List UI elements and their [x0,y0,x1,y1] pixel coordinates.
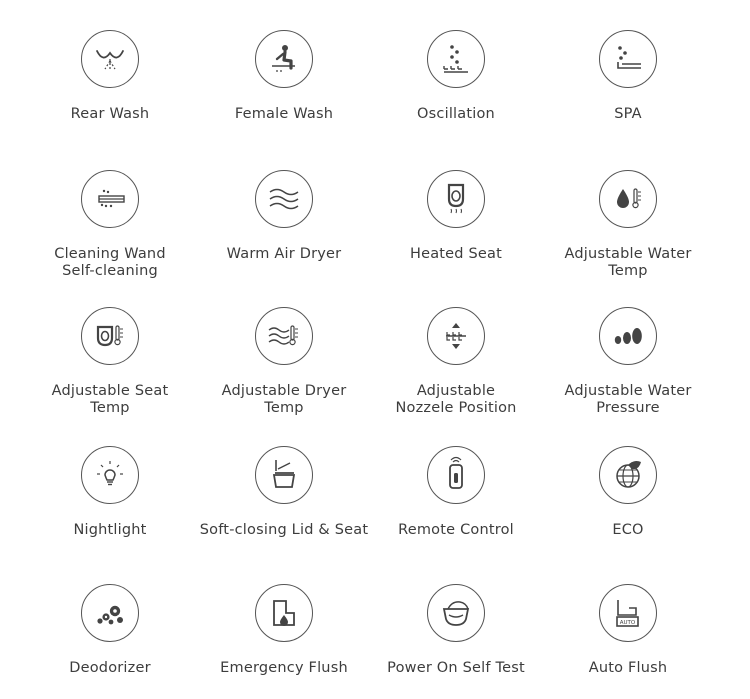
feature-seat-temp [20,307,200,417]
feature-label: Adjustable Dryer Temp [221,383,347,416]
feature-label: Nightlight [73,522,147,538]
feature-label: Soft-closing Lid & Seat [199,522,369,538]
oscillation-icon [427,30,485,88]
feature-eco [538,446,718,539]
nightlight-icon [81,446,139,504]
water-temp-icon [599,170,657,228]
feature-female-wash [194,30,374,123]
female-wash-icon [255,30,313,88]
feature-label: Emergency Flush [220,660,348,676]
auto-badge-text: AUTO [619,620,636,626]
remote-control-icon [427,446,485,504]
feature-label: Auto Flush [588,660,668,676]
nozzle-position-icon [427,307,485,365]
feature-deodorizer [20,584,200,677]
auto-flush-icon [599,584,657,642]
feature-label: Heated Seat [409,246,503,262]
feature-label: Adjustable Water Temp [564,246,692,279]
soft-closing-lid-icon [255,446,313,504]
feature-label: ECO [612,522,644,538]
feature-label: Remote Control [398,522,514,538]
warm-air-dryer-icon [255,170,313,228]
feature-label: Adjustable Water Pressure [564,383,692,416]
feature-water-pressure [538,307,718,417]
feature-label: Rear Wash [70,106,150,122]
feature-cleaning-wand [20,170,200,280]
feature-dryer-temp [194,307,374,417]
feature-warm-air-dryer [194,170,374,263]
rear-wash-icon [81,30,139,88]
feature-auto-flush [538,584,718,677]
dryer-temp-icon [255,307,313,365]
feature-heated-seat [366,170,546,263]
feature-remote-control [366,446,546,539]
feature-spa [538,30,718,123]
emergency-flush-icon [255,584,313,642]
feature-oscillation [366,30,546,123]
feature-label: Cleaning Wand Self-cleaning [54,246,166,279]
power-on-self-test-icon [427,584,485,642]
feature-label: Female Wash [234,106,334,122]
feature-emergency-flush [194,584,374,677]
feature-nozzle-position [366,307,546,417]
feature-label: Adjustable Seat Temp [51,383,169,416]
feature-label: Adjustable Nozzele Position [395,383,517,416]
feature-rear-wash [20,30,200,123]
spa-icon [599,30,657,88]
seat-temp-icon [81,307,139,365]
water-pressure-icon [599,307,657,365]
feature-label: SPA [614,106,642,122]
cleaning-wand-icon [81,170,139,228]
deodorizer-icon [81,584,139,642]
feature-nightlight [20,446,200,539]
heated-seat-icon [427,170,485,228]
feature-label: Power On Self Test [387,660,525,676]
feature-water-temp [538,170,718,280]
feature-soft-closing-lid [194,446,374,539]
eco-icon [599,446,657,504]
feature-label: Warm Air Dryer [226,246,342,262]
feature-label: Deodorizer [69,660,151,676]
feature-power-on-self-test [366,584,546,677]
feature-label: Oscillation [417,106,495,122]
